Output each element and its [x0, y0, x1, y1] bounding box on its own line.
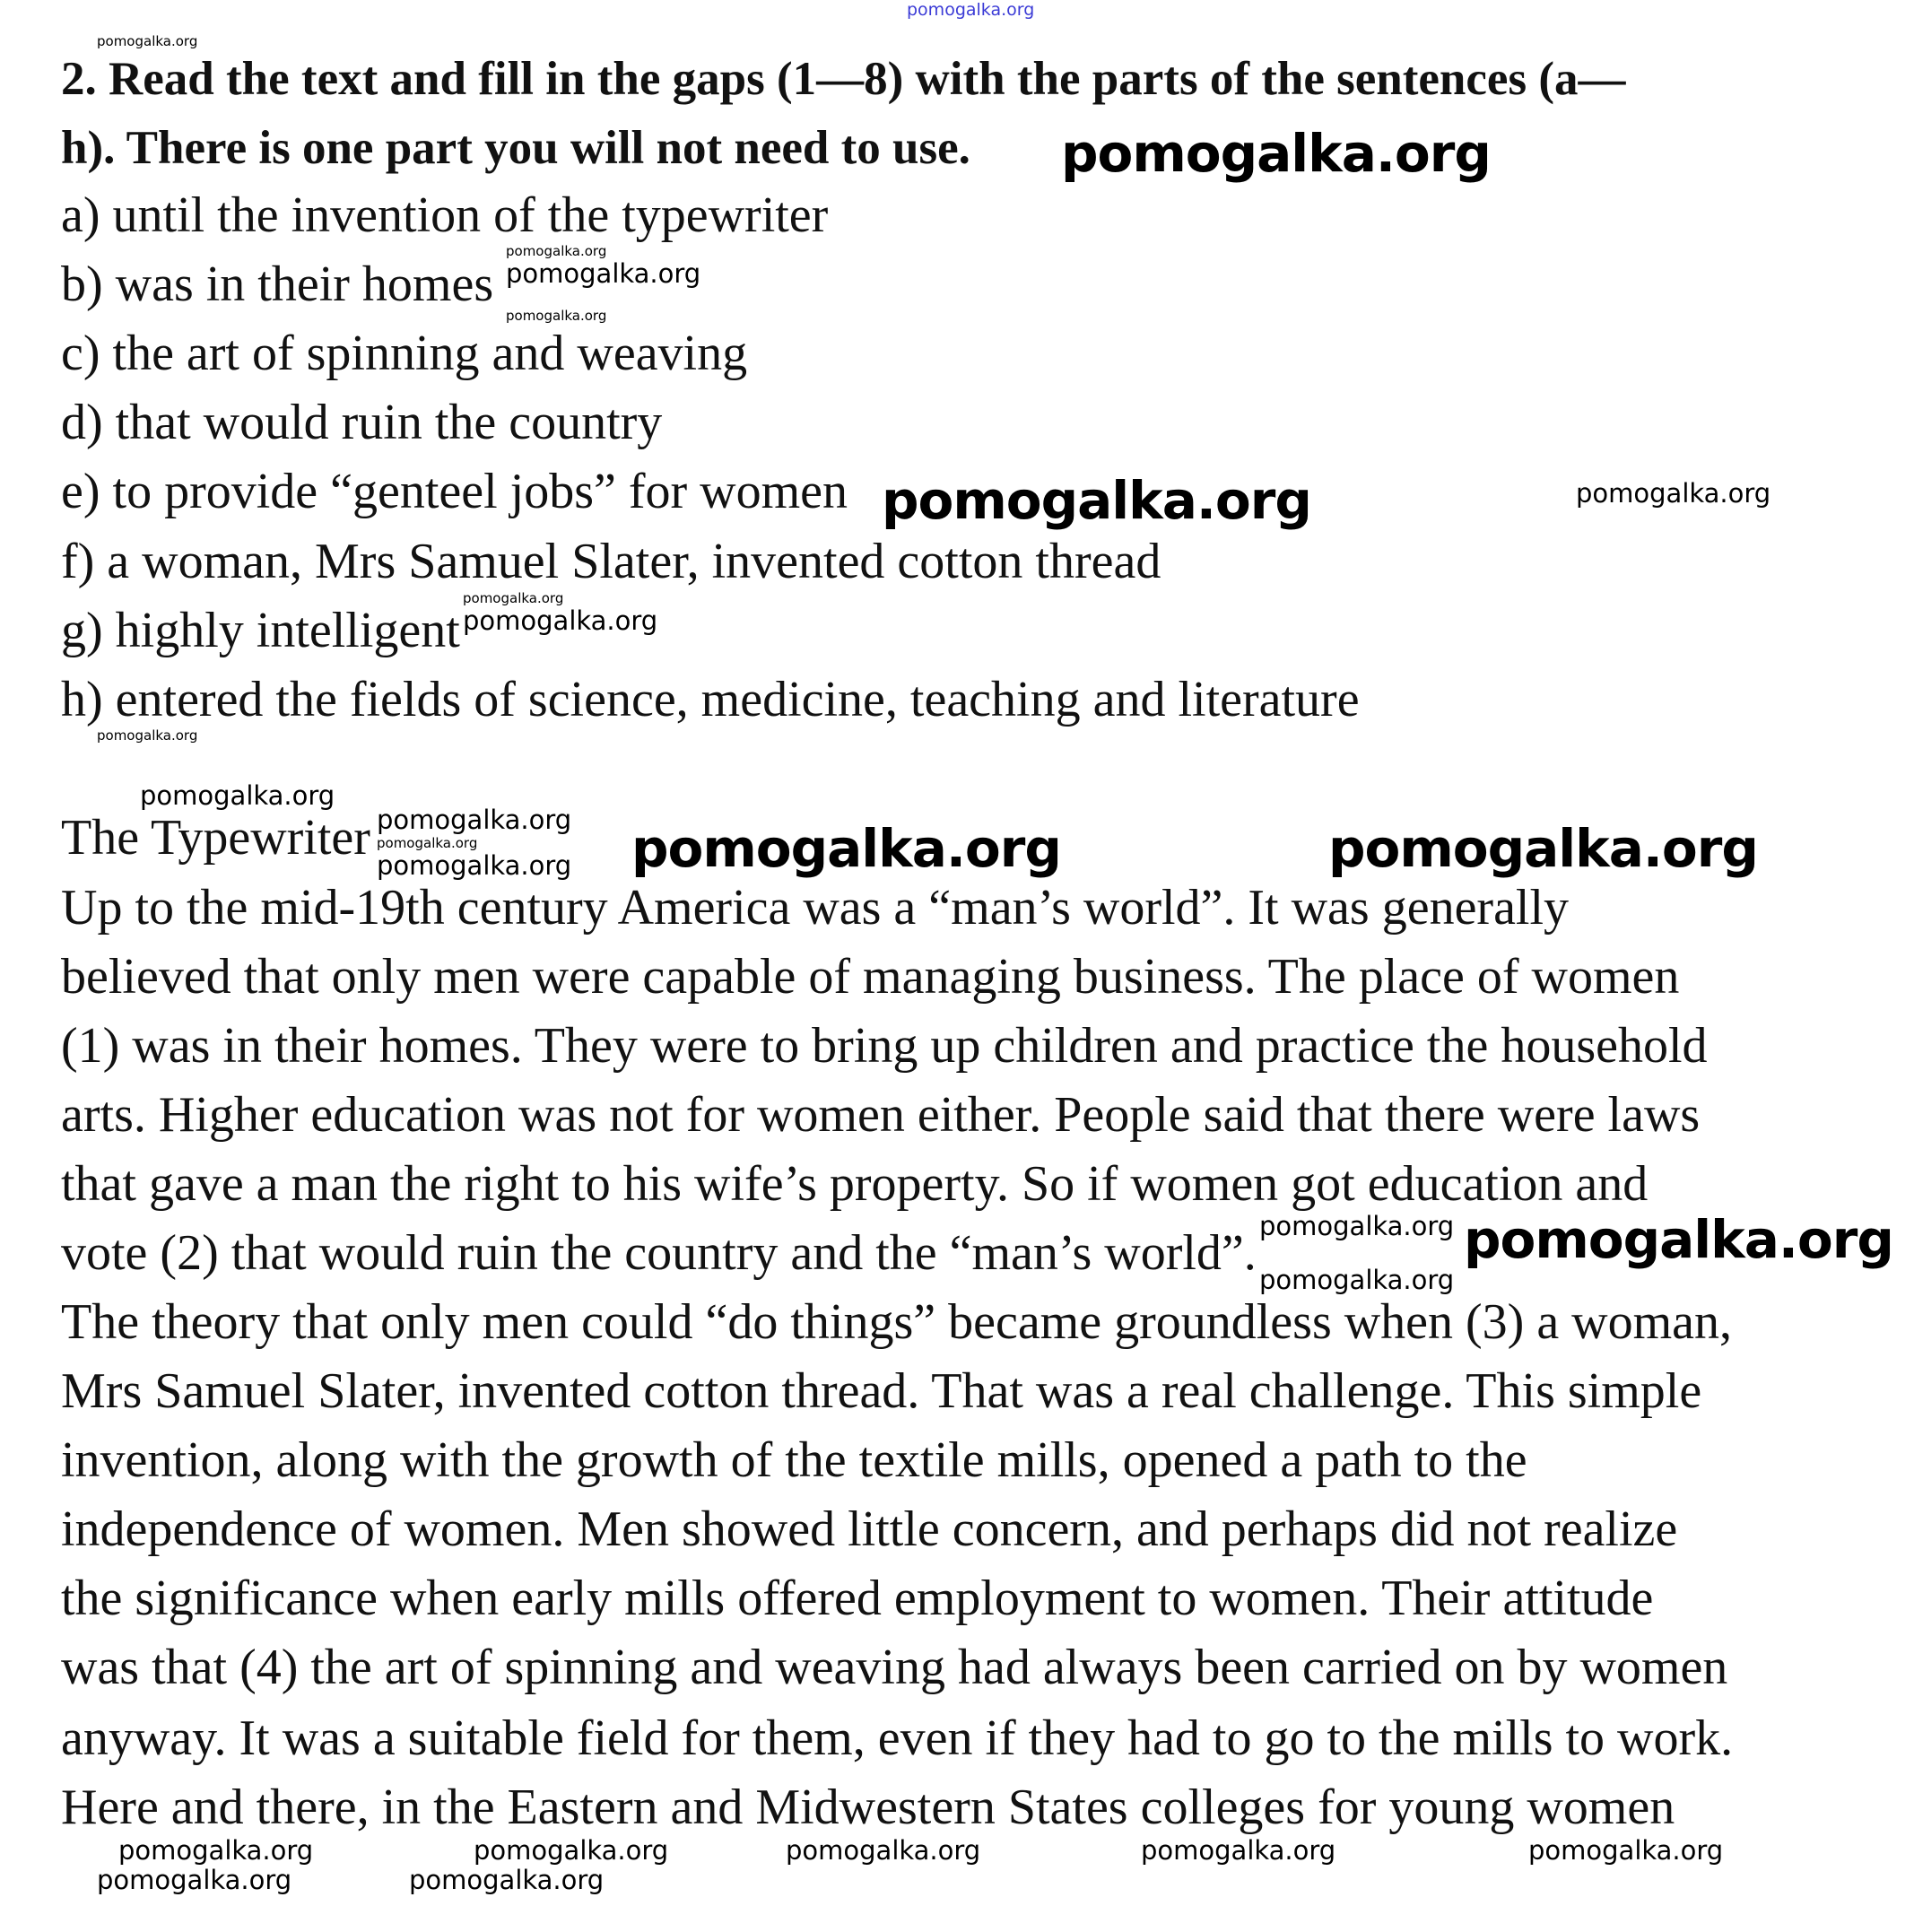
option-item: h) entered the fields of science, medicine, teaching and literature [61, 672, 1360, 727]
option-item: e) to provide “genteel jobs” for women [61, 464, 848, 519]
text-line: anyway. It was a suitable field for them, even if they had to go to the mills to work. [61, 1710, 1734, 1766]
watermark: pomogalka.org [474, 1835, 669, 1866]
text-title: The Typewriter [61, 810, 370, 866]
text-line: Mrs Samuel Slater, invented cotton thread. That was a real challenge. This simple [61, 1363, 1702, 1419]
watermark: pomogalka.org [1141, 1835, 1336, 1866]
watermark: pomogalka.org [97, 727, 198, 744]
instruction-line: h). There is one part you will not need to use. [61, 122, 970, 174]
watermark: pomogalka.org [506, 258, 701, 289]
watermark: pomogalka.org [907, 0, 1035, 20]
watermark: pomogalka.org [1259, 1211, 1455, 1241]
option-item: g) highly intelligent [61, 603, 460, 658]
watermark: pomogalka.org [1464, 1209, 1893, 1270]
watermark: pomogalka.org [506, 308, 607, 324]
watermark: pomogalka.org [377, 850, 572, 881]
watermark: pomogalka.org [409, 1865, 605, 1895]
watermark: pomogalka.org [463, 605, 658, 636]
watermark: pomogalka.org [631, 818, 1061, 879]
watermark: pomogalka.org [97, 1865, 292, 1895]
option-item: a) until the invention of the typewriter [61, 187, 829, 243]
watermark: pomogalka.org [1528, 1835, 1724, 1866]
text-line: vote (2) that would ruin the country and the “man’s world”. [61, 1225, 1257, 1281]
watermark: pomogalka.org [140, 780, 335, 811]
instruction-line: 2. Read the text and fill in the gaps (1—8) with the parts of the sentences (a— [61, 53, 1626, 105]
watermark: pomogalka.org [1259, 1265, 1455, 1295]
option-item: d) that would ruin the country [61, 395, 663, 450]
text-line: Here and there, in the Eastern and Midwestern States colleges for young women [61, 1780, 1675, 1835]
option-item: c) the art of spinning and weaving [61, 326, 748, 381]
text-line: (1) was in their homes. They were to bring up children and practice the household [61, 1018, 1708, 1074]
watermark: pomogalka.org [1328, 818, 1758, 879]
text-line: that gave a man the right to his wife’s property. So if women got education and [61, 1156, 1649, 1212]
text-line: independence of women. Men showed little concern, and perhaps did not realize [61, 1501, 1678, 1557]
watermark: pomogalka.org [463, 590, 564, 606]
text-line: arts. Higher education was not for women either. People said that there were laws [61, 1087, 1701, 1143]
watermark: pomogalka.org [377, 835, 478, 851]
watermark: pomogalka.org [118, 1835, 314, 1866]
text-line: was that (4) the art of spinning and weaving had always been carried on by women [61, 1640, 1728, 1695]
text-line: believed that only men were capable of managing business. The place of women [61, 949, 1680, 1005]
watermark: pomogalka.org [1576, 478, 1771, 509]
text-line: invention, along with the growth of the textile mills, opened a path to the [61, 1432, 1527, 1488]
text-line: The theory that only men could “do things” became groundless when (3) a woman, [61, 1294, 1733, 1350]
option-item: b) was in their homes [61, 257, 494, 312]
watermark: pomogalka.org [882, 470, 1311, 531]
text-line: Up to the mid-19th century America was a “man’s world”. It was generally [61, 880, 1570, 936]
option-item: f) a woman, Mrs Samuel Slater, invented cotton thread [61, 534, 1161, 589]
watermark: pomogalka.org [786, 1835, 981, 1866]
text-line: the significance when early mills offered employment to women. Their attitude [61, 1571, 1654, 1626]
watermark: pomogalka.org [377, 805, 572, 835]
watermark: pomogalka.org [97, 33, 198, 49]
watermark: pomogalka.org [1061, 123, 1491, 184]
watermark: pomogalka.org [506, 243, 607, 259]
